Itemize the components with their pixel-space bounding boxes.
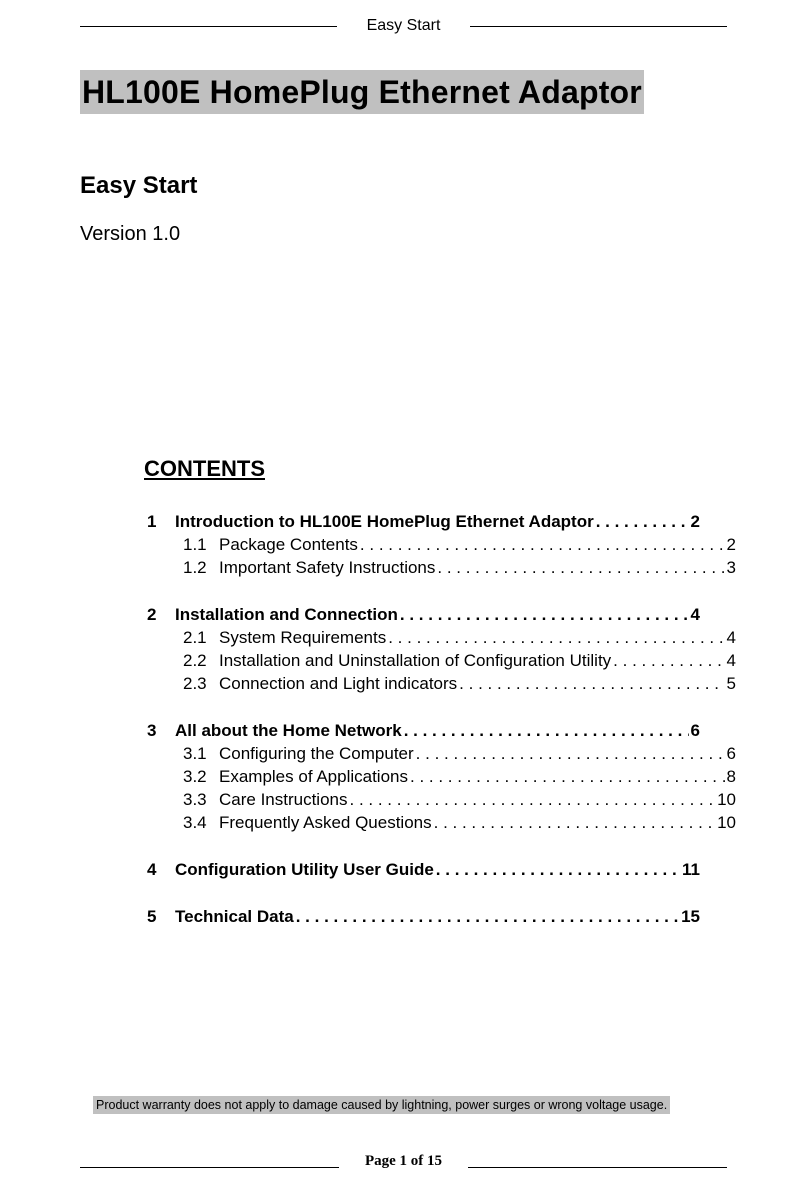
toc-entry[interactable]	[147, 721, 700, 744]
toc-entry-page: 11	[682, 860, 700, 879]
toc-entry-number: 2.2	[183, 651, 207, 670]
toc-entry-number: 3	[147, 721, 157, 740]
toc-entry-page: 8	[726, 767, 736, 786]
toc-entry-page: 5	[726, 674, 736, 693]
toc-entry-page: 6	[726, 744, 736, 763]
toc-entry-number: 2	[147, 605, 157, 624]
toc-leader-dots	[296, 907, 679, 927]
toc-entry[interactable]	[147, 744, 736, 767]
toc-entry[interactable]	[147, 860, 700, 883]
toc-entry-page: 3	[726, 558, 736, 577]
toc-entry-label: Package Contents	[219, 535, 358, 554]
toc-leader-dots	[459, 674, 724, 694]
toc-leader-dots	[596, 512, 689, 532]
toc-entry-label: Configuration Utility User Guide	[175, 860, 434, 879]
toc-entry-number: 2.1	[183, 628, 207, 647]
toc-leader-dots	[404, 721, 689, 741]
toc-entry-page: 4	[726, 651, 736, 670]
footer-rule-left	[80, 1167, 339, 1168]
toc-entry-label: All about the Home Network	[175, 721, 402, 740]
page-number: Page 1 of 15	[364, 1152, 443, 1169]
toc-leader-dots	[416, 744, 725, 764]
toc-leader-dots	[410, 767, 725, 787]
toc-entry[interactable]	[147, 605, 700, 628]
toc-entry[interactable]	[147, 558, 736, 581]
toc-entry-label: Frequently Asked Questions	[219, 813, 432, 832]
toc-leader-dots	[388, 628, 724, 648]
document-title: HL100E HomePlug Ethernet Adaptor	[80, 70, 644, 114]
toc-entry-label: Important Safety Instructions	[219, 558, 436, 577]
toc-entry-label: Technical Data	[175, 907, 294, 926]
toc-entry-label: Care Instructions	[219, 790, 348, 809]
toc-entry-label: Examples of Applications	[219, 767, 408, 786]
header-rule-right	[470, 26, 727, 27]
page-footer	[80, 1150, 727, 1172]
footer-rule-right	[468, 1167, 727, 1168]
toc-entry[interactable]	[147, 535, 736, 558]
toc-entry[interactable]	[147, 651, 736, 674]
running-header	[80, 14, 727, 38]
toc-entry-page: 6	[690, 721, 700, 740]
toc-entry[interactable]	[147, 907, 700, 930]
toc-entry-page: 2	[726, 535, 736, 554]
toc-entry-page: 4	[690, 605, 700, 624]
toc-entry-label: Connection and Light indicators	[219, 674, 458, 693]
toc-leader-dots	[434, 813, 715, 833]
toc-entry-label: System Requirements	[219, 628, 387, 647]
toc-entry-label: Configuring the Computer	[219, 744, 414, 763]
toc-entry-page: 2	[690, 512, 700, 531]
toc-entry[interactable]	[147, 813, 736, 836]
toc-leader-dots	[400, 605, 689, 625]
title-block	[80, 70, 644, 114]
toc-entry-number: 3.4	[183, 813, 207, 832]
toc-entry-number: 4	[147, 860, 157, 879]
toc-entry-number: 1.1	[183, 535, 207, 554]
toc-entry-page: 10	[717, 790, 736, 809]
toc-entry-page: 15	[681, 907, 700, 926]
toc-entry[interactable]	[147, 674, 736, 697]
toc-entry-number: 3.1	[183, 744, 207, 763]
toc-entry-label: Installation and Uninstallation of Configuration Utility	[219, 651, 612, 670]
toc-entry-number: 1.2	[183, 558, 207, 577]
toc-entry-number: 5	[147, 907, 157, 926]
toc-leader-dots	[613, 651, 724, 671]
toc-entry-number: 3.2	[183, 767, 207, 786]
toc-entry[interactable]	[147, 628, 736, 651]
toc-entry[interactable]	[147, 512, 700, 535]
toc-entry-label: Installation and Connection	[175, 605, 398, 624]
toc-leader-dots	[360, 535, 725, 555]
toc-entry-label: Introduction to HL100E HomePlug Ethernet Adaptor	[175, 512, 594, 531]
toc-entry[interactable]	[147, 790, 736, 813]
warranty-block	[93, 1096, 670, 1114]
contents-heading: CONTENTS	[144, 456, 265, 481]
toc-entry[interactable]	[147, 767, 736, 790]
toc-entry-number: 1	[147, 512, 157, 531]
document-subtitle: Easy Start	[80, 172, 198, 199]
header-rule-left	[80, 26, 337, 27]
header-text: Easy Start	[366, 17, 441, 34]
toc-leader-dots	[437, 558, 724, 578]
toc-entry-number: 3.3	[183, 790, 207, 809]
toc-leader-dots	[350, 790, 716, 810]
toc-entry-number: 2.3	[183, 674, 207, 693]
toc-entry-page: 10	[717, 813, 736, 832]
toc-leader-dots	[436, 860, 680, 880]
warranty-notice: Product warranty does not apply to damage caused by lightning, power surges or wrong voltage usage.	[93, 1096, 670, 1114]
version-label: Version 1.0	[80, 223, 181, 245]
toc-entry-page: 4	[726, 628, 736, 647]
